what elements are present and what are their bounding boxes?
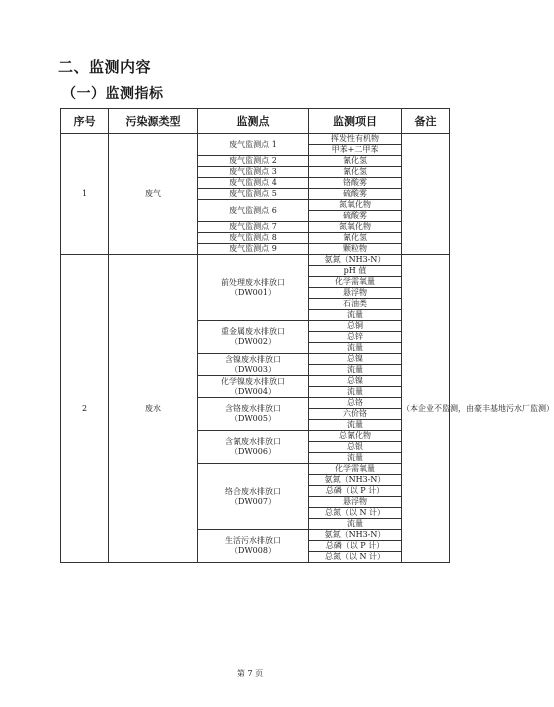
monitoring-item: 氰化氢 — [309, 156, 402, 167]
monitoring-item: 总镍 — [309, 354, 402, 365]
monitoring-item: 石油类 — [309, 299, 402, 310]
monitoring-item: 流量 — [309, 453, 402, 464]
monitoring-item: 铬酸雾 — [309, 178, 402, 189]
monitoring-item: 流量 — [309, 365, 402, 376]
table-row — [61, 255, 450, 266]
monitoring-point-name: 废气监测点 7 — [229, 222, 277, 231]
note — [402, 134, 450, 255]
monitoring-point-code: （DW003） — [230, 364, 276, 374]
monitoring-point-name: 废气监测点 5 — [229, 189, 277, 198]
monitoring-point-name: 含氰废水排放口 — [225, 437, 281, 446]
monitoring-point-name: 废气监测点 1 — [229, 139, 277, 149]
monitoring-item: 总氰化物 — [309, 431, 402, 442]
monitoring-item: 氮氧化物 — [309, 222, 402, 233]
monitoring-item: 氰化氢 — [309, 167, 402, 178]
monitoring-point-code: （DW007） — [230, 496, 276, 506]
monitoring-item: pH 值 — [309, 266, 402, 277]
monitoring-point — [198, 167, 309, 178]
monitoring-point-code: （DW002） — [230, 337, 276, 346]
monitoring-item: 颗粒物 — [309, 244, 402, 255]
monitoring-point — [198, 178, 309, 189]
header-monitoring-point: 监测点 — [198, 109, 309, 134]
monitoring-point — [198, 376, 309, 398]
monitoring-point — [198, 354, 309, 376]
monitoring-item: 总氮（以 N 计） — [309, 552, 402, 563]
monitoring-item: 总银 — [309, 442, 402, 453]
monitoring-point — [198, 431, 309, 464]
monitoring-item: 硫酸雾 — [309, 211, 402, 222]
subsection-title: （一）监测指标 — [62, 86, 164, 102]
monitoring-point-name: 废气监测点 2 — [229, 156, 277, 165]
monitoring-point — [198, 530, 309, 563]
monitoring-point-code: （DW006） — [230, 447, 276, 456]
monitoring-item: 氨氮（NH3-N） — [309, 530, 402, 541]
table-row — [61, 134, 450, 145]
monitoring-item: 流量 — [309, 343, 402, 354]
monitoring-point-code: （DW004） — [230, 386, 276, 396]
monitoring-item: 悬浮物 — [309, 288, 402, 299]
monitoring-point-name: 废气监测点 6 — [229, 205, 277, 215]
header-source-type: 污染源类型 — [109, 109, 198, 134]
monitoring-point-name: 生活污水排放口 — [225, 536, 281, 545]
monitoring-item: 化学需氧量 — [309, 277, 402, 288]
monitoring-point-name: 化学镍废水排放口 — [221, 376, 285, 386]
monitoring-point — [198, 244, 309, 255]
monitoring-point-name: 废气监测点 8 — [229, 233, 277, 242]
monitoring-point-code: （DW001） — [230, 287, 276, 297]
monitoring-point — [198, 189, 309, 200]
monitoring-point-name: 重金属废水排放口 — [221, 327, 285, 336]
monitoring-table — [60, 108, 554, 563]
monitoring-item: 总锌 — [309, 332, 402, 343]
monitoring-item: 流量 — [309, 519, 402, 530]
monitoring-item: 流量 — [309, 387, 402, 398]
section-title: 二、监测内容 — [58, 58, 152, 76]
group-number: 2 — [61, 255, 109, 563]
note: （本企业不监测，由豪丰基地污水厂监测） — [402, 255, 450, 563]
monitoring-point-name: 废气监测点 9 — [229, 244, 277, 253]
monitoring-point — [198, 134, 309, 156]
page-number: 第 7 页 — [236, 669, 264, 678]
monitoring-item: 甲苯+二甲苯 — [309, 145, 402, 156]
source-type: 废气 — [109, 134, 198, 255]
monitoring-point-name: 前处理废水排放口 — [221, 277, 285, 287]
monitoring-item: 流量 — [309, 310, 402, 321]
monitoring-point — [198, 233, 309, 244]
monitoring-point-name: 络合废水排放口 — [225, 486, 281, 496]
monitoring-item: 六价铬 — [309, 409, 402, 420]
monitoring-point — [198, 156, 309, 167]
monitoring-item: 氨氮（NH3-N） — [309, 475, 402, 486]
monitoring-item: 总铜 — [309, 321, 402, 332]
monitoring-point-name: 废气监测点 3 — [229, 167, 277, 176]
monitoring-item: 硫酸雾 — [309, 189, 402, 200]
header-monitoring-item: 监测项目 — [309, 109, 402, 134]
monitoring-point-code: （DW005） — [230, 414, 276, 423]
monitoring-point-name: 含镍废水排放口 — [225, 354, 281, 364]
monitoring-item: 化学需氧量 — [309, 464, 402, 475]
monitoring-item: 挥发性有机物 — [309, 134, 402, 145]
monitoring-item: 总磷（以 P 计） — [309, 486, 402, 497]
header-no: 序号 — [61, 109, 109, 134]
monitoring-point-name: 废气监测点 4 — [229, 178, 277, 187]
monitoring-point — [198, 398, 309, 431]
table-header-row — [61, 109, 450, 134]
monitoring-item: 氨氮（NH3-N） — [309, 255, 402, 266]
source-type: 废水 — [109, 255, 198, 563]
monitoring-item: 流量 — [309, 420, 402, 431]
monitoring-item: 总镍 — [309, 376, 402, 387]
monitoring-item: 总磷（以 P 计） — [309, 541, 402, 552]
group-number: 1 — [61, 134, 109, 255]
monitoring-point-name: 含铬废水排放口 — [225, 404, 281, 413]
monitoring-item: 总铬 — [309, 398, 402, 409]
monitoring-item: 氮氧化物 — [309, 200, 402, 211]
monitoring-item: 氰化氢 — [309, 233, 402, 244]
monitoring-point — [198, 464, 309, 530]
monitoring-point-code: （DW008） — [230, 546, 276, 555]
monitoring-point — [198, 200, 309, 222]
monitoring-point — [198, 222, 309, 233]
table-body — [61, 134, 554, 563]
monitoring-point — [198, 255, 309, 321]
header-note: 备注 — [402, 109, 450, 134]
monitoring-point — [198, 321, 309, 354]
monitoring-item: 悬浮物 — [309, 497, 402, 508]
monitoring-item: 总氮（以 N 计） — [309, 508, 402, 519]
